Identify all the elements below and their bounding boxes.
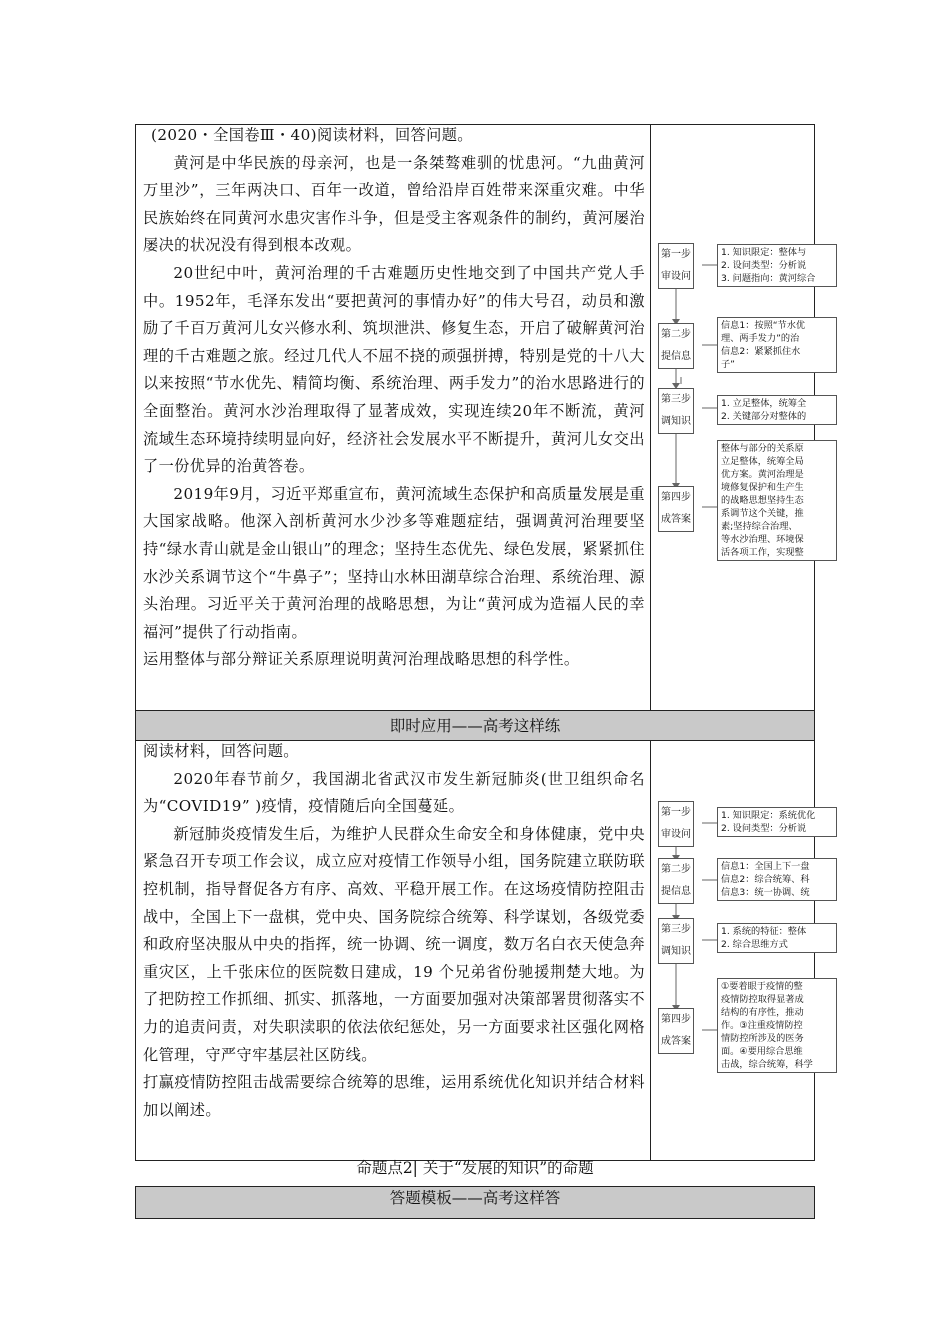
step-info-line: 信息3：统一协调、统 [721,887,810,898]
section-band-template: 答题模板——高考这样答 [136,1187,814,1218]
step-info-line: 3. 问题指向：黄河综合 [721,273,816,284]
step-info-line: 击战，综合统筹，科学 [721,1059,813,1070]
step-box [658,388,694,434]
step-number: 第三步 [661,924,691,935]
step-number: 第四步 [661,1014,691,1025]
question-1-source: (2020・全国卷Ⅲ・40)阅读材料，回答问题。 [151,126,473,144]
step-info-box [717,395,837,425]
step-name: 调知识 [661,946,691,957]
question-2-prompt: 打赢疫情防控阻击战需要综合统筹的思维，运用系统优化知识并结合材料加以阐述。 [143,1073,645,1119]
step-name: 审设问 [661,829,691,840]
step-box [658,858,694,904]
answer-flowchart-1 [651,237,816,558]
step-info-line: 等水沙治理、环境保 [721,534,804,545]
step-info-line: 活各项工作，实现整 [721,547,804,558]
step-info-line: 2. 关键部分对整体的 [721,411,807,422]
step-info-line: 1. 系统的特征：整体 [721,926,807,937]
step-info-line: 1. 立足整体，统筹全 [721,398,807,409]
step-info-line: 整体与部分的关系原 [721,443,804,454]
step-info-line: 1. 知识限定：系统优化 [721,810,816,821]
section-band-practice: 即时应用——高考这样练 [136,711,814,740]
step-number: 第三步 [661,394,691,405]
step-number: 第一步 [661,249,691,260]
step-info-line: 信息2：综合统筹、科 [721,874,810,885]
step-info-box [717,978,837,1073]
question-2-intro: 阅读材料，回答问题。 [143,742,299,760]
step-name: 成答案 [661,514,691,525]
step-info-box [717,858,837,901]
step-info-line: 系调节这个关键，推 [721,508,804,519]
step-info-line: 信息1：全国上下一盘 [721,861,810,872]
step-box [658,918,694,964]
step-info-line: 1. 知识限定：整体与 [721,247,807,258]
step-info-line: 立足整体，统筹全局 [721,456,804,467]
step-info-line: 疫情防控取得显著成 [721,994,804,1005]
step-name: 成答案 [661,1036,691,1047]
step-info-line: 信息1：按照“节水优 [721,320,806,331]
step-info-line: 素;坚持综合治理、 [721,521,798,532]
question-1-paragraph: 20世纪中叶，黄河治理的千古难题历史性地交到了中国共产党人手中。1952年，毛泽东发出“要把黄河的事情办好”的伟大号召，动员和激励了千百万黄河儿女兴修水利、筑坝泄洪、修复生态，开启了破解黄河治理的千古难题之旅。经过几代人不屈不挠的顽强拼搏，特别是党的十八大以来按照“节水优先、精简均衡、系统治理、两手发力”的治水思路进行的全面整治。黄河水沙治理取得了显著成效，实现连续20年不断流，黄河流域生态环境持续明显向好，经济社会发展水平不断提升，黄河儿女交出了一份优异的治黄答卷。 [143,263,645,476]
step-info-line: 优方案。黄河治理是 [721,469,804,480]
proposition-caption: 命题点2| 关于“发展的知识”的命题 [356,1159,594,1177]
question-2-paragraph: 新冠肺炎疫情发生后，为维护人民群众生命安全和身体健康，党中央紧急召开专项工作会议，成立应对疫情工作领导小组，国务院建立联防联控机制，指导督促各方有序、高效、平稳开展工作。在这场疫情防控阻击战中，全国上下一盘棋，党中央、国务院综合统筹、科学谋划，各级党委和政府坚决服从中央的指挥，统一协调、统一调度，数万名白衣天使急奔重灾区，上千张床位的医院数日建成，19 个兄弟省份驰援荆楚大地。为了把防控工作抓细、抓实、抓落地，一方面要加强对决策部署贯彻落实不力的追责问责，对失职渎职的依法依纪惩处，另一方面要求社区强化网格化管理，守严守牢基层社区防线。 [143,824,645,1064]
question-1-prompt: 运用整体与部分辩证关系原理说明黄河治理战略思想的科学性。 [143,650,580,669]
step-info-line: 的战略思想坚持生态 [721,495,804,506]
question-2-text [143,738,645,1124]
step-info-line: ①要着眼于疫情的整 [721,981,803,992]
step-info-line: 境修复保护和生产生 [721,482,804,493]
question-1-text [143,122,645,674]
step-number: 第二步 [661,329,691,340]
step-box [658,323,694,369]
step-number: 第四步 [661,492,691,503]
band-2-border-right [814,1186,815,1219]
step-info-box [717,440,837,561]
step-name: 调知识 [661,416,691,427]
step-info-box [717,317,837,373]
step-info-line: 情防控所涉及的医务 [721,1033,804,1044]
step-name: 提信息 [661,886,691,897]
step-info-line: 理、两手发力”的治 [721,333,800,344]
step-info-line: 面。④要用综合思维 [721,1046,803,1057]
step-info-line: 信息2：紧紧抓住水 [721,346,801,357]
step-info-box [717,807,837,837]
question-1-paragraph: 黄河是中华民族的母亲河，也是一条桀骜难驯的忧患河。“九曲黄河万里沙”，三年两决口、百年一改道，曾给沿岸百姓带来深重灾难。中华民族始终在同黄河水患灾害作斗争，但是受主客观条件的制约，黄河屡治屡决的状况没有得到根本改观。 [143,153,645,255]
step-info-line: 子” [721,359,735,370]
step-info-line: 作。③注重疫情防控 [721,1020,803,1031]
band-2-border-bottom [135,1218,815,1219]
step-info-box [717,923,837,953]
step-number: 第二步 [661,864,691,875]
step-name: 审设问 [661,271,691,282]
question-1-paragraph: 2019年9月，习近平郑重宣布，黄河流域生态保护和高质量发展是重大国家战略。他深入剖析黄河水少沙多等难题症结，强调黄河治理要坚持“绿水青山就是金山银山”的理念；坚持生态优先、绿色发展，紧紧抓住水沙关系调节这个“牛鼻子”；坚持山水林田湖草综合治理、系统治理、源头治理。习近平关于黄河治理的战略思想，为让“黄河成为造福人民的幸福河”提供了行动指南。 [143,484,645,641]
step-box [658,801,694,847]
step-box [658,1008,694,1054]
step-box [658,486,694,532]
question-2-paragraph: 2020年春节前夕，我国湖北省武汉市发生新冠肺炎(世卫组织命名为“COVID19” )疫情，疫情随后向全国蔓延。 [143,769,645,816]
table-border-left [135,124,136,1161]
step-info-box [717,244,837,287]
step-info-line: 结构的有序性，推动 [721,1007,804,1018]
step-box [658,243,694,289]
step-info-line: 2. 设问类型：分析说 [721,260,807,271]
step-number: 第一步 [661,807,691,818]
step-info-line: 2. 设问类型：分析说 [721,823,807,834]
answer-flowchart-2 [651,795,814,1100]
step-info-line: 2. 综合思维方式 [721,939,788,950]
step-name: 提信息 [661,351,691,362]
